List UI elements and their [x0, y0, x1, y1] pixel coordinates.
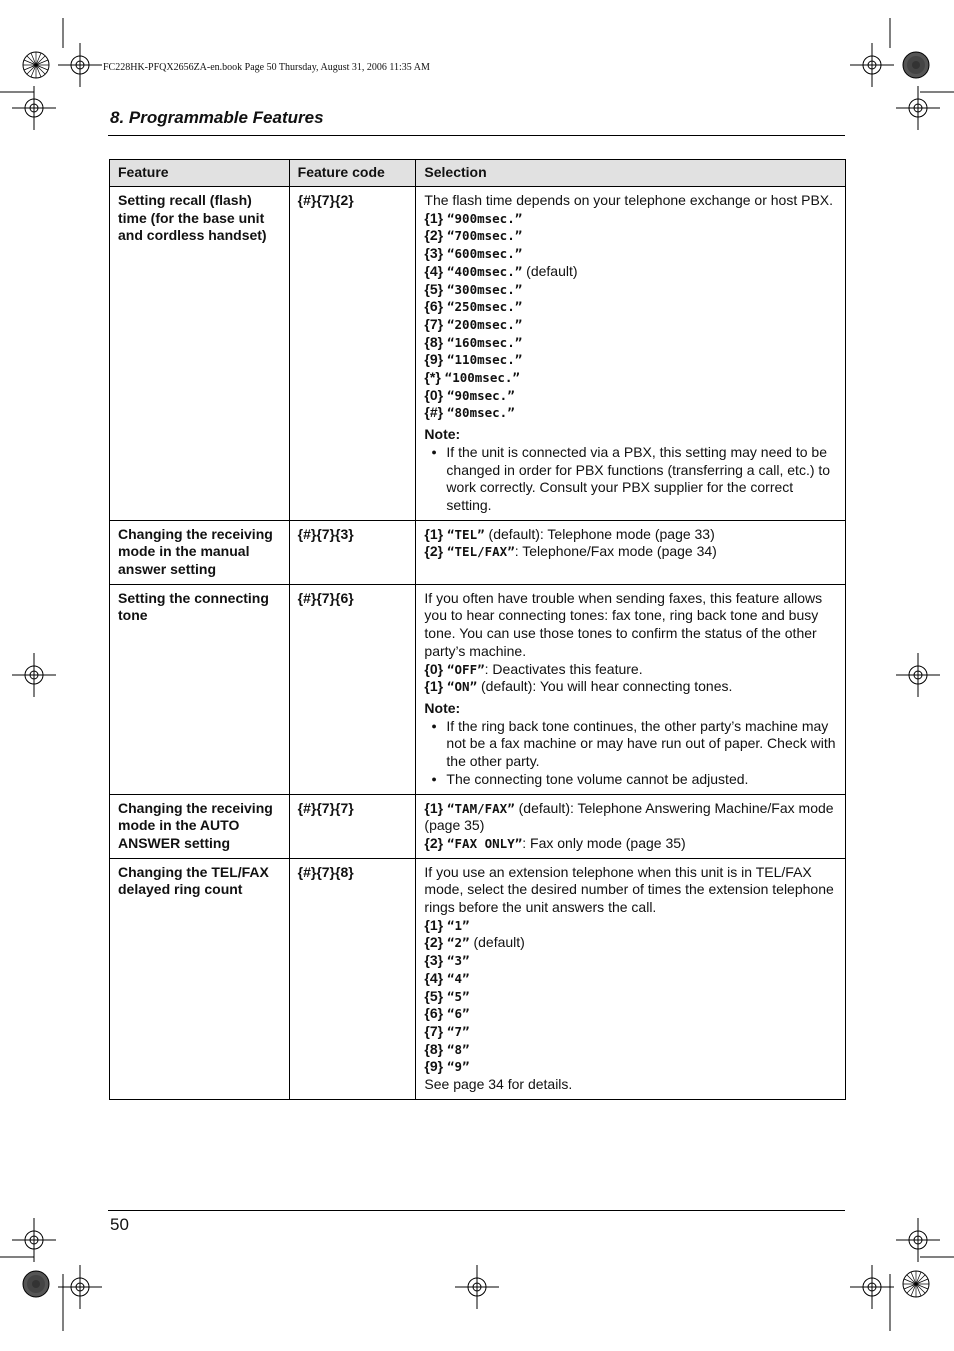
option-line: {0} “90msec.”: [424, 386, 515, 403]
selection-cell: [416, 858, 846, 1099]
feature-code: {#}{7}{7}: [289, 794, 416, 858]
column-header-selection: Selection: [416, 160, 846, 187]
section-title: 8. Programmable Features: [110, 108, 324, 127]
table-row: [110, 794, 846, 858]
column-header-feature-code: Feature code: [289, 160, 416, 187]
note-item: ● The connecting tone volume cannot be adjusted.: [446, 771, 837, 789]
table-row: [110, 187, 846, 521]
option-line: {1} “ON” (default): You will hear connecting tones.: [424, 678, 733, 695]
feature-name: Setting recall (flash) time (for the base unit and cordless handset): [110, 187, 290, 521]
note-item: ● If the unit is connected via a PBX, this setting may need to be changed in order for PBX functions (transferring a call, etc.) to work correctly. Consult your PBX supplier for the correct setting.: [446, 444, 837, 515]
selection-cell: [416, 794, 846, 858]
option-line: {1} “TEL” (default): Telephone mode (page 33): [424, 525, 715, 542]
option-line: {3} “3”: [424, 952, 470, 969]
feature-name: Changing the receiving mode in the AUTO ANSWER setting: [110, 794, 290, 858]
footer-divider: [108, 1210, 845, 1211]
feature-code: {#}{7}{3}: [289, 520, 416, 584]
note-list: [424, 444, 837, 515]
feature-code: {#}{7}{6}: [289, 584, 416, 794]
table-header-row: [110, 160, 846, 187]
selection-intro: The flash time depends on your telephone exchange or host PBX.: [424, 192, 834, 208]
option-line: {6} “250msec.”: [424, 298, 523, 315]
option-line: {7} “7”: [424, 1022, 470, 1039]
table-row: [110, 520, 846, 584]
option-line: {9} “9”: [424, 1058, 470, 1075]
note-label: Note:: [424, 699, 461, 716]
selection-intro: If you use an extension telephone when this unit is in TEL/FAX mode, select the desired number of times the extension telephone rings before the unit answers the call.: [424, 863, 834, 916]
option-line: {9} “110msec.”: [424, 351, 523, 368]
note-item: ● If the ring back tone continues, the other party’s machine may not be a fax machine or may have run out of paper. Check with the other party.: [446, 718, 837, 771]
option-line: {3} “600msec.”: [424, 245, 523, 262]
note-label: Note:: [424, 426, 461, 443]
option-line: {2} “FAX ONLY”: Fax only mode (page 35): [424, 834, 686, 851]
header-divider: [108, 135, 845, 136]
feature-name: Changing the TEL/FAX delayed ring count: [110, 858, 290, 1099]
option-line: {8} “160msec.”: [424, 333, 523, 350]
feature-code: {#}{7}{2}: [289, 187, 416, 521]
table-row: [110, 858, 846, 1099]
selection-cell: [416, 520, 846, 584]
option-line: {1} “900msec.”: [424, 209, 523, 226]
option-line: {7} “200msec.”: [424, 315, 523, 332]
option-line: {0} “OFF”: Deactivates this feature.: [424, 660, 643, 677]
option-line: {6} “6”: [424, 1005, 470, 1022]
selection-outro: See page 34 for details.: [424, 1076, 573, 1093]
table-row: [110, 584, 846, 794]
feature-name: Setting the connecting tone: [110, 584, 290, 794]
option-line: {8} “8”: [424, 1040, 470, 1057]
programmable-features-table: [109, 159, 846, 1100]
option-line: {1} “1”: [424, 916, 470, 933]
option-line: {#} “80msec.”: [424, 404, 515, 421]
option-line: {2} “TEL/FAX”: Telephone/Fax mode (page 34): [424, 543, 717, 560]
option-line: {1} “TAM/FAX” (default): Telephone Answering Machine/Fax mode (page 35): [424, 799, 834, 834]
option-line: {4} “400msec.” (default): [424, 262, 578, 279]
option-line: {5} “5”: [424, 987, 470, 1004]
page-number: 50: [110, 1215, 129, 1234]
feature-code: {#}{7}{8}: [289, 858, 416, 1099]
print-job-header: FC228HK-PFQX2656ZA-en.book Page 50 Thursday, August 31, 2006 11:35 AM: [103, 62, 430, 73]
selection-cell: [416, 584, 846, 794]
option-line: {2} “700msec.”: [424, 227, 523, 244]
note-list: [424, 718, 837, 789]
feature-name: Changing the receiving mode in the manual answer setting: [110, 520, 290, 584]
option-line: {*} “100msec.”: [424, 369, 520, 386]
option-line: {5} “300msec.”: [424, 280, 523, 297]
option-line: {4} “4”: [424, 969, 470, 986]
option-line: {2} “2” (default): [424, 934, 525, 951]
selection-cell: [416, 187, 846, 521]
column-header-feature: Feature: [110, 160, 290, 187]
selection-intro: If you often have trouble when sending faxes, this feature allows you to hear connecting tones: fax tone, ring back tone and busy tone. You can use those tones to confirm the status of the other party’s machine.: [424, 589, 823, 659]
